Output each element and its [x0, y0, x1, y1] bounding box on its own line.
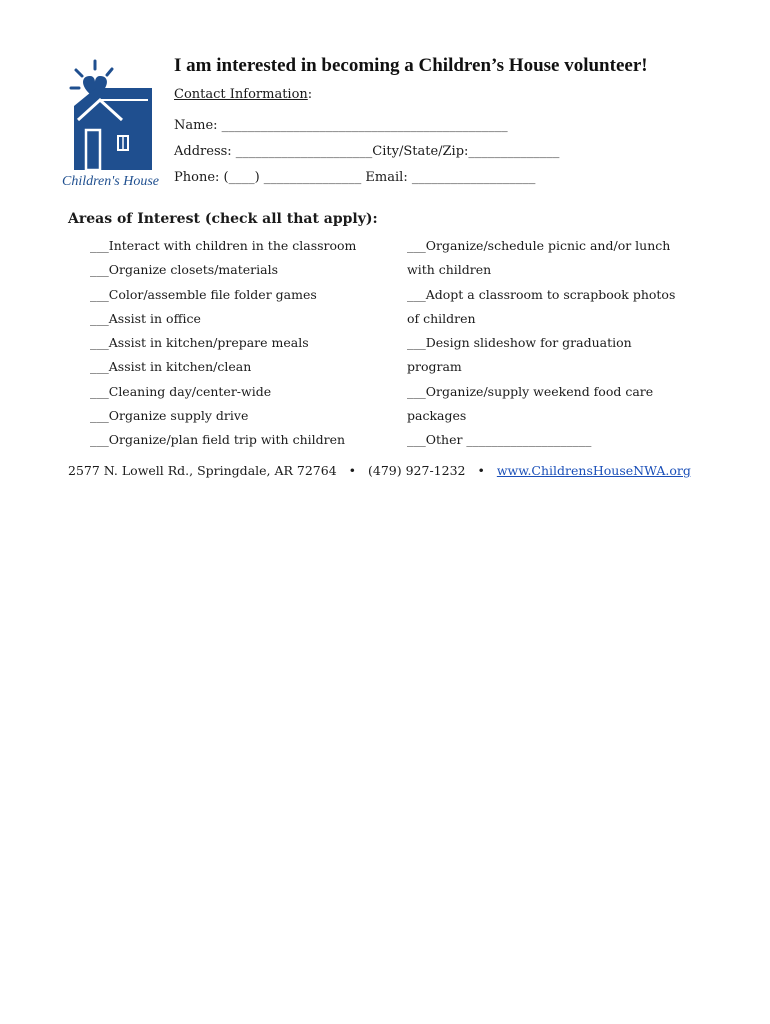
footer-contact — [68, 463, 691, 478]
interest-item[interactable]: ___Color/assemble file folder games — [90, 286, 317, 302]
interest-item[interactable]: ___Cleaning day/center-wide — [90, 383, 272, 399]
footer-website-link[interactable]: www.ChildrensHouseNWA.org — [496, 463, 691, 478]
interest-list-right — [407, 237, 697, 456]
interest-item[interactable]: ___Assist in kitchen/clean — [90, 359, 252, 375]
footer-phone: (479) 927-1232 — [368, 463, 466, 478]
footer-address: 2577 N. Lowell Rd., Springdale, AR 72764 — [68, 463, 337, 478]
form-title: I am interested in becoming a Children’s House volunteer! — [174, 55, 648, 76]
interest-item-continuation: of children — [407, 310, 476, 326]
contact-heading-colon: : — [307, 87, 313, 102]
interest-item-continuation: with children — [407, 262, 492, 278]
footer-separator: • — [477, 463, 485, 478]
interest-item[interactable]: ___Organize supply drive — [90, 408, 249, 424]
name-field-line[interactable]: Name: ____________________________________________ — [174, 118, 508, 133]
footer-separator: • — [348, 463, 357, 478]
interest-item[interactable]: ___Design slideshow for graduation — [407, 335, 632, 351]
phone-email-field-line[interactable]: Phone: (____) _______________ Email: ___________________ — [174, 170, 536, 185]
logo-wordmark: Children's House — [62, 174, 159, 189]
interest-item-other[interactable]: ___Other ____________________ — [407, 432, 592, 448]
interest-item-continuation: packages — [407, 408, 467, 424]
interest-item[interactable]: ___Organize/plan field trip with children — [90, 432, 346, 448]
interest-item[interactable]: ___Assist in office — [90, 310, 201, 326]
interest-item-continuation: program — [407, 359, 462, 375]
interest-item[interactable]: ___Assist in kitchen/prepare meals — [90, 335, 309, 351]
interest-item[interactable]: ___Interact with children in the classroom — [90, 238, 357, 253]
interest-list-left — [90, 237, 390, 456]
areas-of-interest-heading: Areas of Interest (check all that apply): — [68, 211, 378, 227]
address-field-line[interactable]: Address: _____________________City/State/Zip:______________ — [174, 144, 560, 159]
interest-item[interactable]: ___Organize closets/materials — [90, 262, 278, 278]
contact-heading — [174, 87, 312, 102]
interest-item[interactable]: ___Adopt a classroom to scrapbook photos — [407, 286, 676, 302]
contact-heading-label: Contact Information — [174, 87, 308, 102]
interest-item[interactable]: ___Organize/supply weekend food care — [407, 383, 654, 399]
interest-item[interactable]: ___Organize/schedule picnic and/or lunch — [407, 238, 671, 253]
